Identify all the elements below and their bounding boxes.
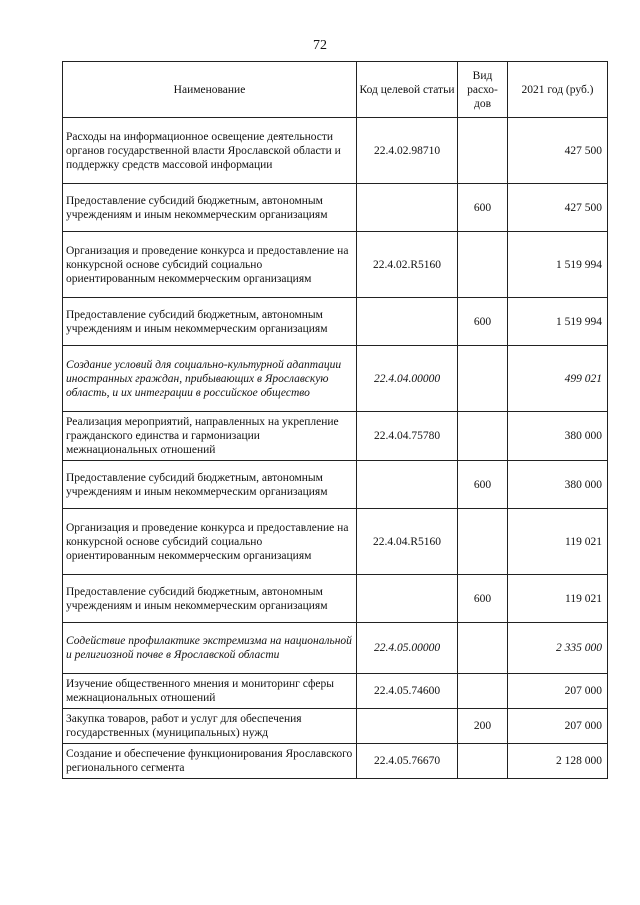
row-code — [357, 709, 458, 744]
table-row — [63, 575, 608, 623]
row-code: 22.4.04.00000 — [357, 346, 458, 412]
table-row — [63, 346, 608, 412]
table-row — [63, 184, 608, 232]
row-type — [458, 744, 508, 779]
table-row — [63, 674, 608, 709]
table-row — [63, 623, 608, 674]
row-type — [458, 232, 508, 298]
row-amount: 119 021 — [508, 509, 608, 575]
row-amount: 380 000 — [508, 412, 608, 461]
row-type: 200 — [458, 709, 508, 744]
table-row — [63, 744, 608, 779]
table-row — [63, 118, 608, 184]
row-type — [458, 346, 508, 412]
table-header-row — [63, 62, 608, 118]
header-amount: 2021 год (руб.) — [508, 62, 608, 118]
row-code: 22.4.02.R5160 — [357, 232, 458, 298]
row-name: Создание условий для социально-культурной адаптации иностранных граждан, прибывающих в Ярославскую область, и их интеграции в российское общество — [63, 346, 357, 412]
row-name: Организация и проведение конкурса и предоставление на конкурсной основе субсидий социально ориентированным некоммерческим организациям — [63, 232, 357, 298]
table-body — [63, 118, 608, 779]
row-amount: 2 128 000 — [508, 744, 608, 779]
row-amount: 2 335 000 — [508, 623, 608, 674]
row-name: Предоставление субсидий бюджетным, автономным учреждениям и иным некоммерческим организациям — [63, 184, 357, 232]
row-type — [458, 623, 508, 674]
table-row — [63, 709, 608, 744]
row-amount: 499 021 — [508, 346, 608, 412]
row-code: 22.4.05.76670 — [357, 744, 458, 779]
row-name: Организация и проведение конкурса и предоставление на конкурсной основе субсидий социально ориентированным некоммерческим организациям — [63, 509, 357, 575]
page-number: 72 — [313, 38, 327, 53]
table-row — [63, 412, 608, 461]
row-amount: 207 000 — [508, 674, 608, 709]
row-type — [458, 412, 508, 461]
header-code: Код целевой статьи — [357, 62, 458, 118]
row-amount: 427 500 — [508, 118, 608, 184]
row-code: 22.4.02.98710 — [357, 118, 458, 184]
table-row — [63, 509, 608, 575]
budget-table — [62, 61, 608, 779]
row-code: 22.4.04.75780 — [357, 412, 458, 461]
row-amount: 1 519 994 — [508, 232, 608, 298]
row-name: Содействие профилактике экстремизма на национальной и религиозной почве в Ярославской области — [63, 623, 357, 674]
header-type: Вид расхо-дов — [458, 62, 508, 118]
row-amount: 119 021 — [508, 575, 608, 623]
row-name: Предоставление субсидий бюджетным, автономным учреждениям и иным некоммерческим организациям — [63, 461, 357, 509]
row-code: 22.4.04.R5160 — [357, 509, 458, 575]
row-name: Закупка товаров, работ и услуг для обеспечения государственных (муниципальных) нужд — [63, 709, 357, 744]
row-type — [458, 118, 508, 184]
row-amount: 380 000 — [508, 461, 608, 509]
row-name: Предоставление субсидий бюджетным, автономным учреждениям и иным некоммерческим организациям — [63, 298, 357, 346]
row-name: Реализация мероприятий, направленных на укрепление гражданского единства и гармонизации межнациональных отношений — [63, 412, 357, 461]
row-type: 600 — [458, 298, 508, 346]
row-amount: 1 519 994 — [508, 298, 608, 346]
row-type: 600 — [458, 575, 508, 623]
row-type — [458, 674, 508, 709]
row-name: Изучение общественного мнения и мониторинг сферы межнациональных отношений — [63, 674, 357, 709]
table-row — [63, 298, 608, 346]
row-code — [357, 575, 458, 623]
row-amount: 207 000 — [508, 709, 608, 744]
row-code — [357, 184, 458, 232]
row-name: Расходы на информационное освещение деятельности органов государственной власти Ярославской области и поддержку средств массовой информации — [63, 118, 357, 184]
table-row — [63, 461, 608, 509]
row-type: 600 — [458, 461, 508, 509]
row-code: 22.4.05.74600 — [357, 674, 458, 709]
row-name: Предоставление субсидий бюджетным, автономным учреждениям и иным некоммерческим организациям — [63, 575, 357, 623]
row-code: 22.4.05.00000 — [357, 623, 458, 674]
header-name: Наименование — [63, 62, 357, 118]
row-code — [357, 298, 458, 346]
row-type: 600 — [458, 184, 508, 232]
row-code — [357, 461, 458, 509]
row-amount: 427 500 — [508, 184, 608, 232]
table-row — [63, 232, 608, 298]
row-type — [458, 509, 508, 575]
row-name: Создание и обеспечение функционирования Ярославского регионального сегмента — [63, 744, 357, 779]
